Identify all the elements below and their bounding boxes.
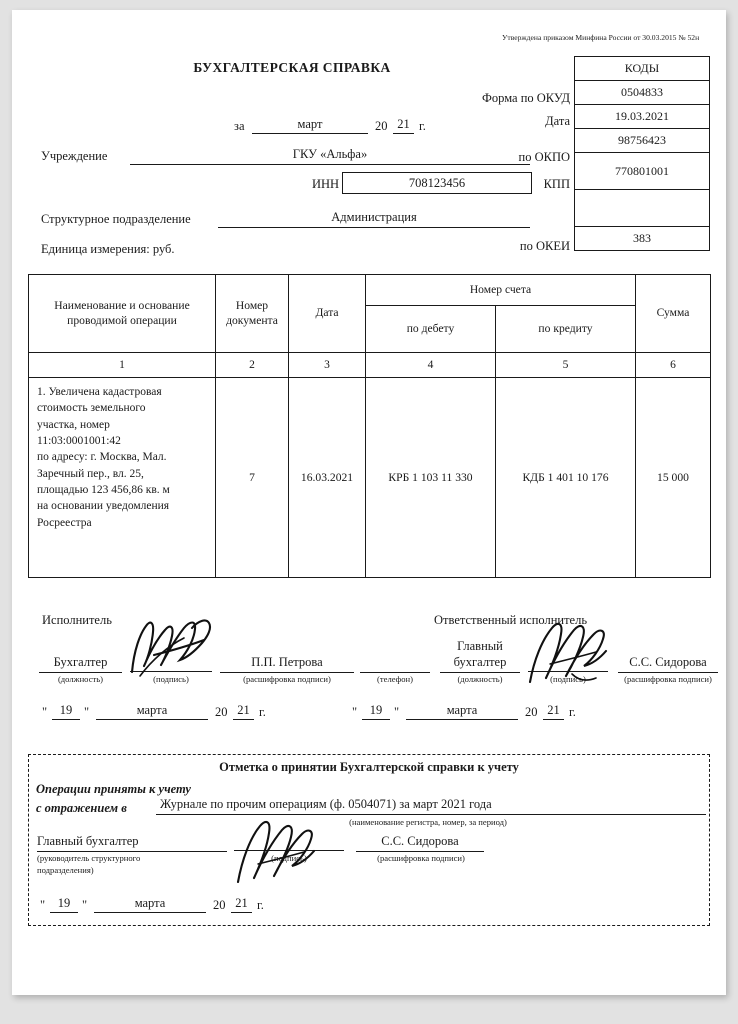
responsible-name-caption: (расшифровка подписи) — [624, 674, 712, 684]
responsible-position-caption: (должность) — [457, 674, 503, 684]
acceptance-title: Отметка о принятии Бухгалтерской справки к учету — [219, 760, 519, 774]
desc-line-6: Заречный пер., вл. 25, — [37, 467, 144, 480]
acceptance-register-caption: (наименование регистра, номер, за период) — [349, 817, 507, 827]
cell-date: 16.03.2021 — [289, 378, 366, 578]
colnum-1: 1 — [29, 353, 216, 378]
colnum-2: 2 — [216, 353, 289, 378]
responsible-date-quote-close: " — [394, 705, 400, 719]
table-row — [29, 378, 711, 578]
responsible-date-year-prefix: 20 — [525, 705, 538, 719]
acceptance-position-caption-line1: (руководитель структурного — [37, 853, 141, 863]
acceptance-signature-line — [234, 850, 344, 851]
period-prefix: за — [234, 119, 245, 133]
executor-title: Исполнитель — [42, 613, 112, 627]
acceptance-line2-label: с отражением в — [36, 801, 127, 815]
executor-name-caption: (расшифровка подписи) — [243, 674, 331, 684]
header-sum: Сумма — [636, 275, 711, 353]
desc-line-8: на основании уведомления — [37, 500, 170, 513]
codes-row-okpo — [575, 129, 710, 153]
period-year-suffix: г. — [419, 119, 426, 133]
responsible-date-day: 19 — [362, 703, 390, 720]
codes-value-okud: 0504833 — [575, 81, 710, 105]
header-doc-number-line2: документа — [226, 313, 278, 327]
approval-note: Утверждена приказом Минфина России от 30.03.2015 № 52н — [502, 33, 700, 42]
executor-position: Бухгалтер — [39, 655, 122, 673]
period-year: 21 — [393, 117, 414, 134]
executor-date-day: 19 — [52, 703, 80, 720]
codes-value-kpp: 770801001 — [575, 153, 710, 190]
table-header-row-1 — [29, 275, 711, 306]
executor-signature-mark — [124, 610, 228, 678]
institution-label: Учреждение — [41, 149, 108, 163]
responsible-date-quote-open: " — [352, 705, 358, 719]
header-date: Дата — [289, 275, 366, 353]
executor-signature-line — [130, 671, 212, 672]
executor-date-quote-open: " — [42, 705, 48, 719]
executor-position-caption: (должность) — [57, 674, 104, 684]
code-label-okud: Форма по ОКУД — [482, 91, 570, 105]
acceptance-date-year-suffix: г. — [257, 898, 264, 912]
acceptance-register-value: Журнале по прочим операциям (ф. 0504071) за март 2021 года — [156, 797, 706, 815]
inn-label: ИНН — [312, 177, 340, 191]
acceptance-name-caption: (расшифровка подписи) — [377, 853, 465, 863]
desc-line-1: 1. Увеличена кадастровая — [37, 386, 162, 398]
codes-row-okud — [575, 81, 710, 105]
acceptance-position: Главный бухгалтер — [37, 834, 227, 852]
executor-date-year-suffix: г. — [259, 705, 266, 719]
acceptance-date-month: марта — [94, 896, 206, 913]
responsible-date-year: 21 — [543, 703, 564, 720]
cell-debit: КРБ 1 103 11 330 — [366, 378, 496, 578]
acceptance-position-caption-line2: подразделения) — [37, 865, 94, 875]
cell-doc-number: 7 — [216, 378, 289, 578]
header-doc-number — [216, 275, 289, 353]
table-column-number-row — [29, 353, 711, 378]
codes-header-cell: КОДЫ — [575, 57, 710, 81]
header-account-number: Номер счета — [366, 275, 636, 306]
desc-line-2: стоимость земельного — [37, 402, 146, 415]
header-operation-name-line1: Наименование и основание — [54, 299, 190, 313]
codes-row-okei — [575, 227, 710, 251]
acceptance-name: С.С. Сидорова — [356, 834, 484, 852]
desc-line-5: по адресу: г. Москва, Мал. — [37, 451, 167, 464]
cell-description — [29, 378, 216, 578]
acceptance-line1: Операции приняты к учету — [36, 782, 191, 796]
responsible-date-year-suffix: г. — [569, 705, 576, 719]
cell-sum: 15 000 — [636, 378, 711, 578]
codes-row-date — [575, 105, 710, 129]
unit-label: Единица измерения: руб. — [41, 242, 175, 256]
desc-line-7: площадью 123 456,86 кв. м — [37, 483, 170, 496]
executor-date-quote-close: " — [84, 705, 90, 719]
institution-value: ГКУ «Альфа» — [130, 147, 530, 165]
acceptance-date-quote-close: " — [82, 898, 88, 912]
header-operation-name — [29, 275, 216, 353]
colnum-6: 6 — [636, 353, 711, 378]
subdivision-label: Структурное подразделение — [41, 212, 191, 226]
colnum-4: 4 — [366, 353, 496, 378]
desc-line-4: 11:03:0001001:42 — [37, 434, 121, 447]
header-debit: по дебету — [366, 306, 496, 353]
responsible-signature-caption: (подпись) — [550, 674, 586, 684]
acceptance-signature-caption: (подпись) — [271, 853, 307, 863]
codes-table — [574, 56, 710, 251]
colnum-3: 3 — [289, 353, 366, 378]
executor-phone-value — [360, 655, 430, 673]
operations-table — [28, 274, 711, 578]
codes-row-empty — [575, 190, 710, 227]
codes-value-okpo: 98756423 — [575, 129, 710, 153]
responsible-position-line1: Главный — [457, 639, 503, 653]
header-operation-name-line2: проводимой операции — [67, 313, 177, 327]
executor-date-year: 21 — [233, 703, 254, 720]
code-label-date: Дата — [545, 114, 570, 128]
desc-line-3: участка, номер — [37, 418, 110, 431]
acceptance-date-year-prefix: 20 — [213, 898, 226, 912]
header-doc-number-line1: Номер — [235, 299, 269, 313]
codes-value-okei: 383 — [575, 227, 710, 251]
executor-signature-caption: (подпись) — [153, 674, 189, 684]
responsible-position-line2: бухгалтер — [440, 655, 520, 673]
cell-credit: КДБ 1 401 10 176 — [496, 378, 636, 578]
period-year-prefix: 20 — [375, 119, 388, 133]
colnum-5: 5 — [496, 353, 636, 378]
acceptance-date-day: 19 — [50, 896, 78, 913]
responsible-name: С.С. Сидорова — [618, 655, 718, 673]
header-credit: по кредиту — [496, 306, 636, 353]
code-label-kpp: КПП — [543, 177, 570, 191]
acceptance-date-quote-open: " — [40, 898, 46, 912]
codes-row-kpp — [575, 153, 710, 190]
responsible-signature-line — [528, 671, 608, 672]
codes-value-date: 19.03.2021 — [575, 105, 710, 129]
code-label-okei: по ОКЕИ — [519, 239, 570, 253]
desc-line-9: Росреестра — [37, 516, 92, 529]
subdivision-value: Администрация — [218, 210, 530, 228]
document-page — [12, 10, 726, 995]
executor-phone-caption: (телефон) — [377, 674, 413, 684]
executor-name: П.П. Петрова — [220, 655, 354, 673]
executor-date-year-prefix: 20 — [215, 705, 228, 719]
codes-header-row — [575, 57, 710, 81]
responsible-title: Ответственный исполнитель — [434, 613, 588, 627]
page-title: БУХГАЛТЕРСКАЯ СПРАВКА — [193, 60, 391, 75]
period-month: март — [252, 117, 368, 134]
executor-date-month: марта — [96, 703, 208, 720]
codes-value-empty — [575, 190, 710, 227]
responsible-date-month: марта — [406, 703, 518, 720]
code-label-okpo: по ОКПО — [518, 150, 570, 164]
acceptance-date-year: 21 — [231, 896, 252, 913]
inn-value: 708123456 — [342, 172, 532, 194]
